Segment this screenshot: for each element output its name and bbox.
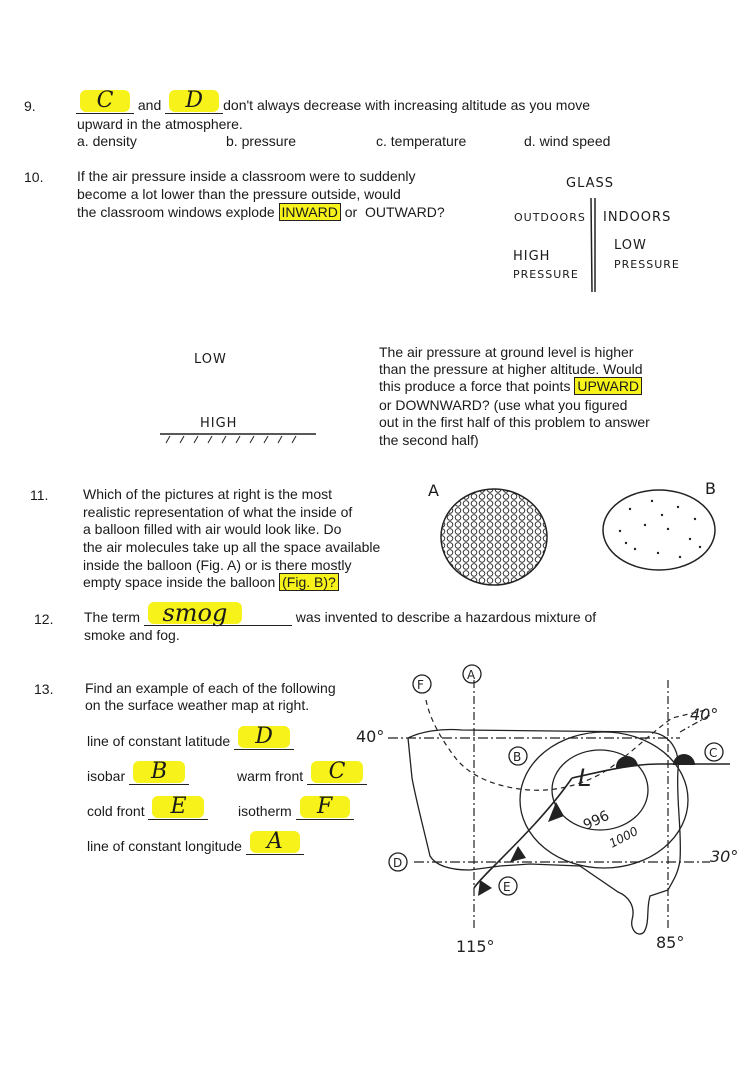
fig-a-balloon-packed bbox=[438, 486, 550, 588]
sketch-indoors: INDOORS bbox=[603, 210, 672, 225]
q13-warm-front-row bbox=[237, 759, 367, 785]
isobar-996-label: 996 bbox=[580, 807, 612, 834]
q11-line3: a balloon filled with air would look like. Do bbox=[83, 521, 342, 537]
q13-longitude-row bbox=[87, 829, 304, 855]
q13-isotherm-label: isotherm bbox=[238, 803, 292, 819]
map-label-b bbox=[509, 747, 527, 765]
q11-answer-figb: (Fig. B)? bbox=[279, 573, 339, 591]
q12-post: was invented to describe a hazardous mixture of bbox=[295, 609, 597, 625]
q9-answer-1: C bbox=[80, 90, 130, 112]
q13-isotherm-row bbox=[238, 794, 354, 820]
lat-30-label: 30° bbox=[710, 847, 739, 866]
isobar-1000-label: 1000 bbox=[606, 823, 641, 851]
lat-40-right-label: 40° bbox=[690, 705, 719, 724]
q10-line2: become a lot lower than the pressure outside, would bbox=[77, 186, 401, 202]
lat-40-left-label: 40° bbox=[356, 727, 385, 746]
q11-line1: Which of the pictures at right is the most bbox=[83, 486, 332, 502]
q10-line3 bbox=[77, 203, 445, 221]
q10-answer-inward: INWARD bbox=[279, 203, 341, 221]
q12-pre: The term bbox=[84, 609, 141, 625]
q9-line2: upward in the atmosphere. bbox=[77, 116, 243, 132]
q12-answer: smog bbox=[148, 602, 242, 624]
q13-latitude-row bbox=[87, 724, 294, 750]
q9-number: 9. bbox=[24, 98, 36, 114]
q10-outward: OUTWARD? bbox=[365, 204, 445, 220]
q10-part2-line1: The air pressure at ground level is higher bbox=[379, 344, 634, 360]
q13-longitude-answer: A bbox=[250, 831, 300, 853]
q13-line2: on the surface weather map at right. bbox=[85, 697, 310, 713]
sketch-outdoors: OUTDOORS bbox=[514, 211, 586, 224]
q13-isotherm-answer: F bbox=[300, 796, 350, 818]
q10-part2-line3-pre: this produce a force that points bbox=[379, 378, 571, 394]
sketch-pressure-left: PRESSURE bbox=[513, 268, 579, 281]
q9-option-d: d. wind speed bbox=[524, 133, 611, 149]
q10-part2-line3 bbox=[379, 377, 642, 395]
q10-part2-line2: than the pressure at higher altitude. Would bbox=[379, 361, 643, 377]
q9-blank-1 bbox=[76, 88, 134, 114]
isotherm-line bbox=[426, 700, 706, 790]
continent-outline bbox=[408, 729, 680, 934]
svg-text:B: B bbox=[513, 750, 522, 764]
q9-option-c: c. temperature bbox=[376, 133, 467, 149]
svg-text:C: C bbox=[709, 746, 718, 760]
q9-option-b: b. pressure bbox=[226, 133, 297, 149]
map-label-f bbox=[413, 675, 431, 693]
surface-weather-map bbox=[350, 660, 750, 960]
q13-cold-front-row bbox=[87, 794, 208, 820]
q10-number: 10. bbox=[24, 169, 44, 185]
q10-line1: If the air pressure inside a classroom were to suddenly bbox=[77, 168, 416, 184]
q13-longitude-blank bbox=[246, 829, 304, 855]
q10-answer-upward: UPWARD bbox=[574, 377, 642, 395]
q9-line1 bbox=[76, 88, 591, 114]
cold-front-line bbox=[474, 778, 572, 888]
svg-text:F: F bbox=[417, 678, 424, 692]
q13-latitude-label: line of constant latitude bbox=[87, 733, 231, 749]
fig-a-label: A bbox=[428, 481, 440, 500]
sketch-high: HIGH bbox=[513, 249, 551, 264]
q9-option-a: a. density bbox=[77, 133, 137, 149]
map-label-c bbox=[705, 743, 723, 761]
q10-line3-pre: the classroom windows explode bbox=[77, 204, 275, 220]
q12-line2: smoke and fog. bbox=[84, 627, 180, 643]
warm-front-symbol-2 bbox=[673, 754, 695, 765]
q13-longitude-label: line of constant longitude bbox=[87, 838, 242, 854]
q11-line4: the air molecules take up all the space available bbox=[83, 539, 381, 555]
q13-latitude-answer: D bbox=[238, 726, 290, 748]
lon-85-label: 85° bbox=[656, 933, 685, 952]
q13-cold-front-label: cold front bbox=[87, 803, 145, 819]
q13-warm-front-label: warm front bbox=[237, 768, 304, 784]
isobar-outer bbox=[520, 732, 688, 868]
svg-text:D: D bbox=[393, 856, 403, 870]
q13-cold-front-blank bbox=[148, 794, 208, 820]
map-label-a bbox=[463, 665, 481, 683]
ground-line bbox=[158, 430, 320, 446]
low-pressure-symbol: L bbox=[578, 764, 592, 792]
q10-part2-line6: the second half) bbox=[379, 432, 479, 448]
fig-b-balloon-sparse bbox=[600, 487, 720, 575]
q13-warm-front-answer: C bbox=[311, 761, 363, 783]
q9-blank-2 bbox=[165, 88, 223, 114]
q13-isobar-blank bbox=[129, 759, 189, 785]
q9-and: and bbox=[137, 97, 162, 113]
q11-line5: inside the balloon (Fig. A) or is there mostly bbox=[83, 557, 352, 573]
sketch-high-ground: HIGH bbox=[200, 416, 238, 431]
map-label-e bbox=[499, 877, 517, 895]
sketch-pressure-right: PRESSURE bbox=[614, 258, 680, 271]
q11-number: 11. bbox=[30, 487, 49, 503]
q9-answer-2: D bbox=[169, 90, 219, 112]
q13-isotherm-blank bbox=[296, 794, 354, 820]
sketch-low-altitude: LOW bbox=[194, 352, 227, 367]
cold-front-symbol-3 bbox=[478, 880, 492, 896]
q12-blank bbox=[144, 599, 292, 627]
map-label-d bbox=[389, 853, 407, 871]
q12-number: 12. bbox=[34, 611, 54, 627]
q10-part2-line4: or DOWNWARD? (use what you figured bbox=[379, 397, 628, 413]
q11-last-pre: empty space inside the balloon bbox=[83, 574, 276, 590]
sketch-low: LOW bbox=[614, 238, 647, 253]
sketch-glass: GLASS bbox=[566, 176, 615, 191]
fig-b-label: B bbox=[705, 479, 717, 498]
svg-text:E: E bbox=[503, 880, 511, 894]
q13-isobar-row bbox=[87, 759, 189, 785]
q13-isobar-label: isobar bbox=[87, 768, 126, 784]
glass-divider bbox=[588, 196, 598, 296]
q13-line1: Find an example of each of the following bbox=[85, 680, 336, 696]
q10-part2-line5: out in the first half of this problem to answer bbox=[379, 414, 650, 430]
q13-cold-front-answer: E bbox=[152, 796, 204, 818]
q13-number: 13. bbox=[34, 681, 54, 697]
q13-isobar-answer: B bbox=[133, 761, 185, 783]
q13-latitude-blank bbox=[234, 724, 294, 750]
svg-text:A: A bbox=[467, 668, 476, 682]
lon-115-label: 115° bbox=[456, 937, 495, 956]
q11-line6 bbox=[83, 573, 339, 591]
q9-rest: don't always decrease with increasing altitude as you move bbox=[223, 97, 591, 113]
q11-line2: realistic representation of what the inside of bbox=[83, 504, 353, 520]
warm-front-symbol-1 bbox=[616, 756, 638, 768]
q10-or: or bbox=[344, 204, 358, 220]
q12-line1 bbox=[84, 599, 597, 627]
